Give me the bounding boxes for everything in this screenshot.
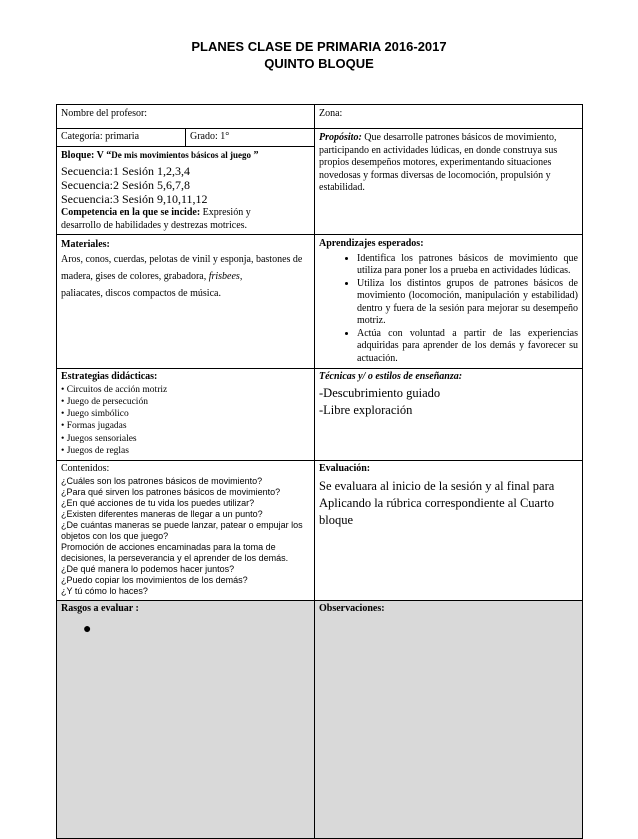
strategies-label: Estrategias didácticas:: [61, 371, 158, 382]
list-item: -Libre exploración: [319, 402, 413, 417]
expected-learning-label: Aprendizajes esperados:: [319, 238, 424, 249]
list-item: ¿Y tú cómo lo haces?: [61, 585, 148, 596]
list-item: • Juegos de reglas: [61, 445, 129, 456]
list-item: • Formas jugadas: [61, 421, 127, 432]
evaluation-text: Se evaluara al inicio de la sesión y al final para Aplicando la rúbrica correspondiente al Cuarto bloque: [319, 478, 555, 527]
row-teacher-zone: [57, 105, 583, 129]
teacher-label: Nombre del profesor:: [61, 108, 148, 119]
materials-text: [61, 251, 310, 302]
sessions-list: [61, 164, 310, 206]
materials-cell: [57, 235, 315, 369]
list-item: -Descubrimiento guiado: [319, 385, 441, 400]
row-category-purpose: [57, 129, 583, 235]
list-item: ¿De cuántas maneras se puede lanzar, patear o empujar los objetos con los que juego?: [61, 519, 303, 541]
materials-text-part: Aros, conos, cuerdas, pelotas de vinil y esponja, bastones de madera, gises de colores, grabadora,: [61, 254, 303, 282]
list-item: ¿Existen diferentes maneras de llegar a un punto?: [61, 508, 263, 519]
category-cell: [57, 129, 186, 146]
category-grade-row: [57, 129, 314, 147]
session-line: Secuencia:1 Sesión 1,2,3,4: [61, 164, 190, 178]
block-close: ”: [250, 149, 259, 161]
contents-label: Contenidos:: [61, 463, 110, 475]
row-contents-evaluation: [57, 461, 583, 601]
list-item: • Identifica los patrones básicos de movimiento que utiliza para poner los a prueba en actividades lúdicas.: [357, 253, 578, 278]
purpose-label: Propósito:: [319, 132, 362, 143]
competence-text: Expresión y: [202, 207, 251, 218]
list-item: ¿Puedo copiar los movimientos de los demás?: [61, 574, 248, 585]
competence-label: Competencia en la que se incide:: [61, 207, 201, 218]
evaluation-label: Evaluación:: [319, 463, 371, 475]
materials-label: Materiales:: [61, 239, 110, 250]
materials-text-part-2: paliacates, discos compactos de música.: [61, 288, 221, 299]
grade-cell: [186, 129, 315, 146]
row-materials-learning: [57, 235, 583, 369]
list-item: Promoción de acciones encaminadas para la toma de decisiones, la perseverancia y el aprender de los demás.: [61, 541, 289, 563]
competence-line: [61, 207, 310, 220]
bullet-icon: ●: [83, 622, 92, 638]
contents-cell: [57, 461, 315, 601]
purpose-cell: [315, 129, 583, 235]
techniques-list: [319, 385, 578, 419]
traits-label: Rasgos a evaluar :: [61, 602, 139, 614]
materials-italic: frisbees,: [208, 271, 243, 282]
zone-label: Zona:: [319, 108, 343, 119]
traits-cell[interactable]: [57, 600, 315, 838]
expected-learning-cell: [315, 235, 583, 369]
grade-text: Grado: 1°: [190, 131, 230, 142]
purpose-text: Que desarrolle patrones básicos de movimiento, participando en actividades lúdicas, en donde construya sus propios desempeños motores, experimentando situaciones novedosas y formas diversas de locomoción, propulsión y estabilidad.: [319, 132, 558, 193]
session-line: Secuencia:3 Sesión 9,10,11,12: [61, 192, 208, 206]
list-item: ¿De qué manera lo podemos hacer juntos?: [61, 563, 235, 574]
zone-cell[interactable]: [315, 105, 583, 129]
list-item: • Juego de persecución: [61, 396, 148, 407]
list-item: ¿Cuáles son los patrones básicos de movimiento?: [61, 475, 263, 486]
expected-learning-list: [319, 253, 578, 366]
list-item: • Juego simbólico: [61, 409, 129, 420]
block-name: De mis movimientos básicos al juego: [111, 149, 251, 160]
row-traits-observations: [57, 600, 583, 838]
session-line: Secuencia:2 Sesión 5,6,7,8: [61, 178, 190, 192]
document-title: PLANES CLASE DE PRIMARIA 2016-2017: [191, 39, 447, 54]
techniques-cell: [315, 369, 583, 461]
lesson-plan-table: [56, 104, 583, 839]
list-item: • Utiliza los distintos grupos de patrones básicos de movimiento (locomoción, manipulación y estabilidad) dentro y fuera de la sesión para mejorar su desempeño motriz.: [357, 278, 578, 328]
block-label: Bloque: V “: [61, 149, 112, 161]
list-item: • Circuitos de acción motriz: [61, 384, 168, 395]
observations-cell[interactable]: [315, 600, 583, 838]
observations-label: Observaciones:: [319, 602, 385, 614]
list-item: • Juegos sensoriales: [61, 433, 137, 444]
category-text: Categoría: primaria: [61, 131, 140, 142]
teacher-name-cell[interactable]: [57, 105, 315, 129]
techniques-label: Técnicas y/ o estilos de enseñanza:: [319, 371, 463, 382]
contents-list: [61, 476, 310, 597]
list-item: ¿Para qué sirven los patrones básicos de movimiento?: [61, 486, 281, 497]
list-item: ¿En qué acciones de tu vida los puedes utilizar?: [61, 497, 255, 508]
strategies-cell: [57, 369, 315, 461]
category-block-cell: [57, 129, 315, 235]
row-strategies-techniques: [57, 369, 583, 461]
strategies-list: [61, 384, 310, 458]
evaluation-cell: [315, 461, 583, 601]
competence-text-2: desarrollo de habilidades y destrezas motrices.: [61, 219, 248, 231]
document-subtitle: QUINTO BLOQUE: [264, 56, 374, 71]
block-line: [61, 149, 310, 163]
list-item: • Actúa con voluntad a partir de las experiencias adquiridas para aprender de los demás y favorecer su actuación.: [357, 328, 578, 366]
